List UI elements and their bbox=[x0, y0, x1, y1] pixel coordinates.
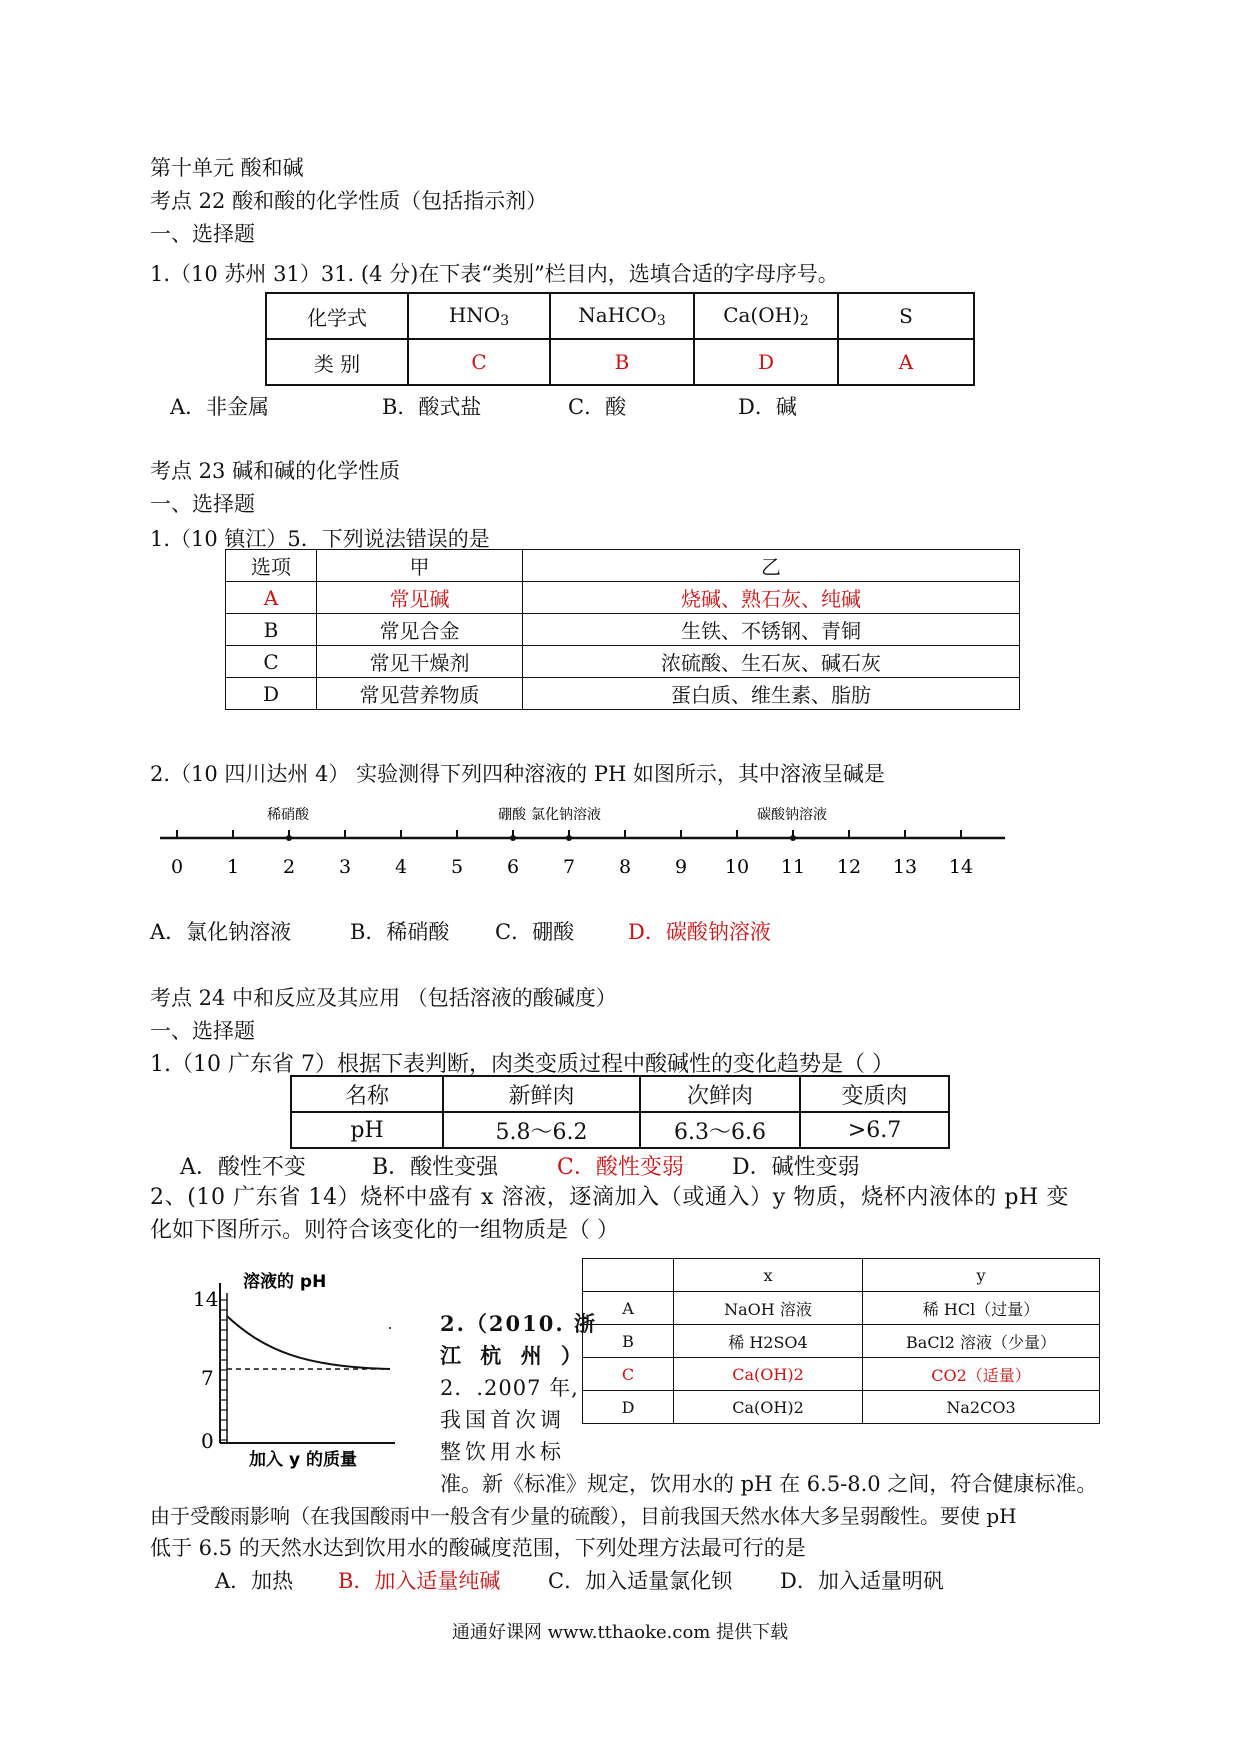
table-cell: 浓硫酸、生石灰、碱石灰 bbox=[523, 646, 1020, 678]
kp24-q1: 1.（10 广东省 7）根据下表判断，肉类变质过程中酸碱性的变化趋势是（ ） bbox=[150, 1052, 894, 1077]
table-cell: x bbox=[674, 1259, 863, 1292]
ph-scale bbox=[150, 800, 1020, 880]
table-cell: D bbox=[226, 678, 317, 710]
table-cell bbox=[583, 1259, 674, 1292]
kp24-q1-option-c: C．酸性变弱 bbox=[557, 1155, 684, 1180]
q3-line1: 准。新《标准》规定，饮用水的 pH 在 6.5-8.0 之间，符合健康标准。 bbox=[440, 1472, 1098, 1496]
table-row bbox=[583, 1358, 1100, 1391]
table-row bbox=[226, 678, 1020, 710]
table-cell: 5.8～6.2 bbox=[443, 1112, 640, 1148]
q3-col-line: 江 杭 州 ） bbox=[440, 1343, 588, 1368]
kp22-option-c: C．酸 bbox=[568, 395, 627, 419]
ph-curve bbox=[227, 1316, 390, 1369]
table-row bbox=[583, 1292, 1100, 1325]
kp22-option-b: B．酸式盐 bbox=[382, 395, 482, 419]
answer-cell: A bbox=[838, 339, 974, 385]
table-row bbox=[226, 582, 1020, 614]
scale-point-label: 氯化钠溶液 bbox=[531, 807, 601, 823]
table-row bbox=[266, 293, 974, 339]
scale-tick-label: 6 bbox=[506, 856, 520, 878]
table-cell: $HNO_3$ bbox=[408, 293, 550, 339]
table-cell: D bbox=[583, 1391, 674, 1424]
kp23-section: 一、选择题 bbox=[150, 492, 255, 516]
kp22-section: 一、选择题 bbox=[150, 222, 255, 246]
kp24-table bbox=[290, 1075, 950, 1149]
scale-point bbox=[510, 835, 516, 841]
kp23-table bbox=[225, 549, 1020, 710]
table-cell: 6.3～6.6 bbox=[640, 1112, 800, 1148]
table-cell: 稀 H2SO4 bbox=[674, 1325, 863, 1358]
table-cell: 类 别 bbox=[266, 339, 408, 385]
y-tick-label: 0 bbox=[201, 1429, 214, 1453]
scale-tick-label: 9 bbox=[674, 856, 688, 878]
q3-option-d: D．加入适量明矾 bbox=[780, 1569, 944, 1593]
kp23-q2-option-d: D．碳酸钠溶液 bbox=[628, 920, 771, 944]
scale-tick-label: 5 bbox=[450, 856, 464, 878]
q3-line3: 低于 6.5 的天然水达到饮用水的酸碱度范围，下列处理方法最可行的是 bbox=[150, 1536, 806, 1560]
table-cell: S bbox=[838, 293, 974, 339]
table-cell: A bbox=[583, 1292, 674, 1325]
table-cell: 烧碱、熟石灰、纯碱 bbox=[523, 582, 1020, 614]
table-cell: 名称 bbox=[291, 1076, 443, 1112]
kp24-q2-line1: 2、(10 广东省 14）烧杯中盛有 x 溶液，逐滴加入（或通入）y 物质，烧杯内液体的 pH 变 bbox=[150, 1185, 1070, 1210]
table-cell: 蛋白质、维生素、脂肪 bbox=[523, 678, 1020, 710]
table-row bbox=[291, 1076, 949, 1112]
kp24-section: 一、选择题 bbox=[150, 1019, 255, 1043]
q3-col-line: 2.（2010. 浙 bbox=[440, 1311, 597, 1336]
table-row bbox=[583, 1391, 1100, 1424]
kp23-q2-option-c: C．硼酸 bbox=[495, 920, 575, 944]
table-cell: NaOH 溶液 bbox=[674, 1292, 863, 1325]
scale-tick-label: 13 bbox=[892, 856, 918, 878]
graph-ylabel: 溶液的 pH bbox=[243, 1272, 327, 1292]
scale-point-label: 稀硝酸 bbox=[267, 807, 309, 823]
table-cell: 次鲜肉 bbox=[640, 1076, 800, 1112]
table-cell: 稀 HCl（过量） bbox=[863, 1292, 1100, 1325]
table-row bbox=[226, 614, 1020, 646]
unit-title: 第十单元 酸和碱 bbox=[150, 156, 304, 180]
q3-col-line: 整饮用水标 bbox=[440, 1440, 565, 1464]
table-cell: pH bbox=[291, 1112, 443, 1148]
answer-cell: C bbox=[408, 339, 550, 385]
kp22-table bbox=[265, 292, 975, 386]
table-cell: B bbox=[226, 614, 317, 646]
table-cell: CO2（适量） bbox=[863, 1358, 1100, 1391]
table-cell: Na2CO3 bbox=[863, 1391, 1100, 1424]
scale-tick-label: 8 bbox=[618, 856, 632, 878]
table-cell: >6.7 bbox=[800, 1112, 949, 1148]
kp24-q1-option-b: B．酸性变强 bbox=[372, 1155, 499, 1180]
table-cell: C bbox=[583, 1358, 674, 1391]
kp23-q2: 2.（10 四川达州 4） 实验测得下列四种溶液的 PH 如图所示，其中溶液呈碱是 bbox=[150, 762, 885, 786]
y-tick-label: 7 bbox=[201, 1366, 214, 1390]
kp22-option-d: D．碱 bbox=[738, 395, 797, 419]
scale-tick-label: 7 bbox=[562, 856, 576, 878]
kp22-title: 考点 22 酸和酸的化学性质（包括指示剂） bbox=[150, 189, 548, 213]
answer-cell: D bbox=[694, 339, 838, 385]
kp23-q2-option-b: B．稀硝酸 bbox=[350, 920, 450, 944]
kp23-q1: 1.（10 镇江）5．下列说法错误的是 bbox=[150, 527, 490, 551]
scale-tick-label: 11 bbox=[780, 856, 806, 878]
scale-tick-label: 2 bbox=[282, 856, 296, 878]
table-cell: 化学式 bbox=[266, 293, 408, 339]
xy-table bbox=[582, 1258, 1100, 1424]
q3-col-line: 我国首次调 bbox=[440, 1408, 565, 1432]
q3-option-b: B．加入适量纯碱 bbox=[338, 1569, 501, 1593]
scale-tick-label: 12 bbox=[836, 856, 862, 878]
table-cell: 生铁、不锈钢、青铜 bbox=[523, 614, 1020, 646]
scale-tick-label: 3 bbox=[338, 856, 352, 878]
scale-point-label: 硼酸 bbox=[498, 807, 526, 823]
table-cell: C bbox=[226, 646, 317, 678]
table-row bbox=[583, 1259, 1100, 1292]
kp22-q1: 1.（10 苏州 31）31. (4 分)在下表“类别”栏目内，选填合适的字母序号。 bbox=[150, 262, 839, 286]
ph-graph bbox=[185, 1265, 430, 1470]
answer-cell: B bbox=[550, 339, 694, 385]
scale-point bbox=[566, 835, 572, 841]
table-row bbox=[583, 1325, 1100, 1358]
scale-tick-label: 1 bbox=[226, 856, 240, 878]
q3-line2: 由于受酸雨影响（在我国酸雨中一般含有少量的硫酸），目前我国天然水体大多呈弱酸性。要使 pH bbox=[150, 1504, 1017, 1528]
table-cell: 变质肉 bbox=[800, 1076, 949, 1112]
q3-option-a: A．加热 bbox=[215, 1569, 294, 1593]
scale-point bbox=[790, 835, 796, 841]
table-cell: BaCl2 溶液（少量） bbox=[863, 1325, 1100, 1358]
kp24-q1-option-d: D．碱性变弱 bbox=[732, 1155, 860, 1180]
page-footer: 通通好课网 www.tthaoke.com 提供下载 bbox=[451, 1622, 789, 1643]
table-cell: A bbox=[226, 582, 317, 614]
table-cell: 乙 bbox=[523, 550, 1020, 582]
scale-tick-label: 0 bbox=[170, 856, 184, 878]
kp23-q2-option-a: A．氯化钠溶液 bbox=[150, 920, 292, 944]
q3-col-line: 2．.2007 年, bbox=[440, 1376, 579, 1400]
kp23-title: 考点 23 碱和碱的化学性质 bbox=[150, 459, 401, 483]
table-cell: NaHCO$_3$ bbox=[550, 293, 694, 339]
scale-tick-label: 14 bbox=[948, 856, 974, 878]
graph-xlabel: 加入 y 的质量 bbox=[249, 1450, 357, 1470]
scale-point-label: 碳酸钠溶液 bbox=[757, 807, 827, 823]
scale-tick-label: 10 bbox=[724, 856, 750, 878]
table-cell: 常见碱 bbox=[317, 582, 523, 614]
table-cell: 新鲜肉 bbox=[443, 1076, 640, 1112]
table-cell: 常见干燥剂 bbox=[317, 646, 523, 678]
table-cell: Ca(OH)2 bbox=[674, 1391, 863, 1424]
kp24-title: 考点 24 中和反应及其应用 （包括溶液的酸碱度） bbox=[150, 986, 617, 1010]
table-cell: 选项 bbox=[226, 550, 317, 582]
table-cell: 常见营养物质 bbox=[317, 678, 523, 710]
q3-option-c: C．加入适量氯化钡 bbox=[548, 1569, 733, 1593]
y-tick-label: 14 bbox=[193, 1287, 219, 1311]
kp22-option-a: A．非金属 bbox=[170, 395, 270, 419]
kp24-q1-option-a: A．酸性不变 bbox=[180, 1155, 306, 1180]
table-row bbox=[291, 1112, 949, 1148]
kp24-q2-line2: 化如下图所示。则符合该变化的一组物质是（ ） bbox=[150, 1218, 619, 1243]
table-cell: 甲 bbox=[317, 550, 523, 582]
scale-tick-label: 4 bbox=[394, 856, 408, 878]
table-row bbox=[226, 646, 1020, 678]
table-cell: $Ca(OH)_2$ bbox=[694, 293, 838, 339]
table-row bbox=[266, 339, 974, 385]
table-cell: y bbox=[863, 1259, 1100, 1292]
scale-point bbox=[286, 835, 292, 841]
table-cell: 常见合金 bbox=[317, 614, 523, 646]
table-row bbox=[226, 550, 1020, 582]
table-cell: B bbox=[583, 1325, 674, 1358]
table-cell: Ca(OH)2 bbox=[674, 1358, 863, 1391]
